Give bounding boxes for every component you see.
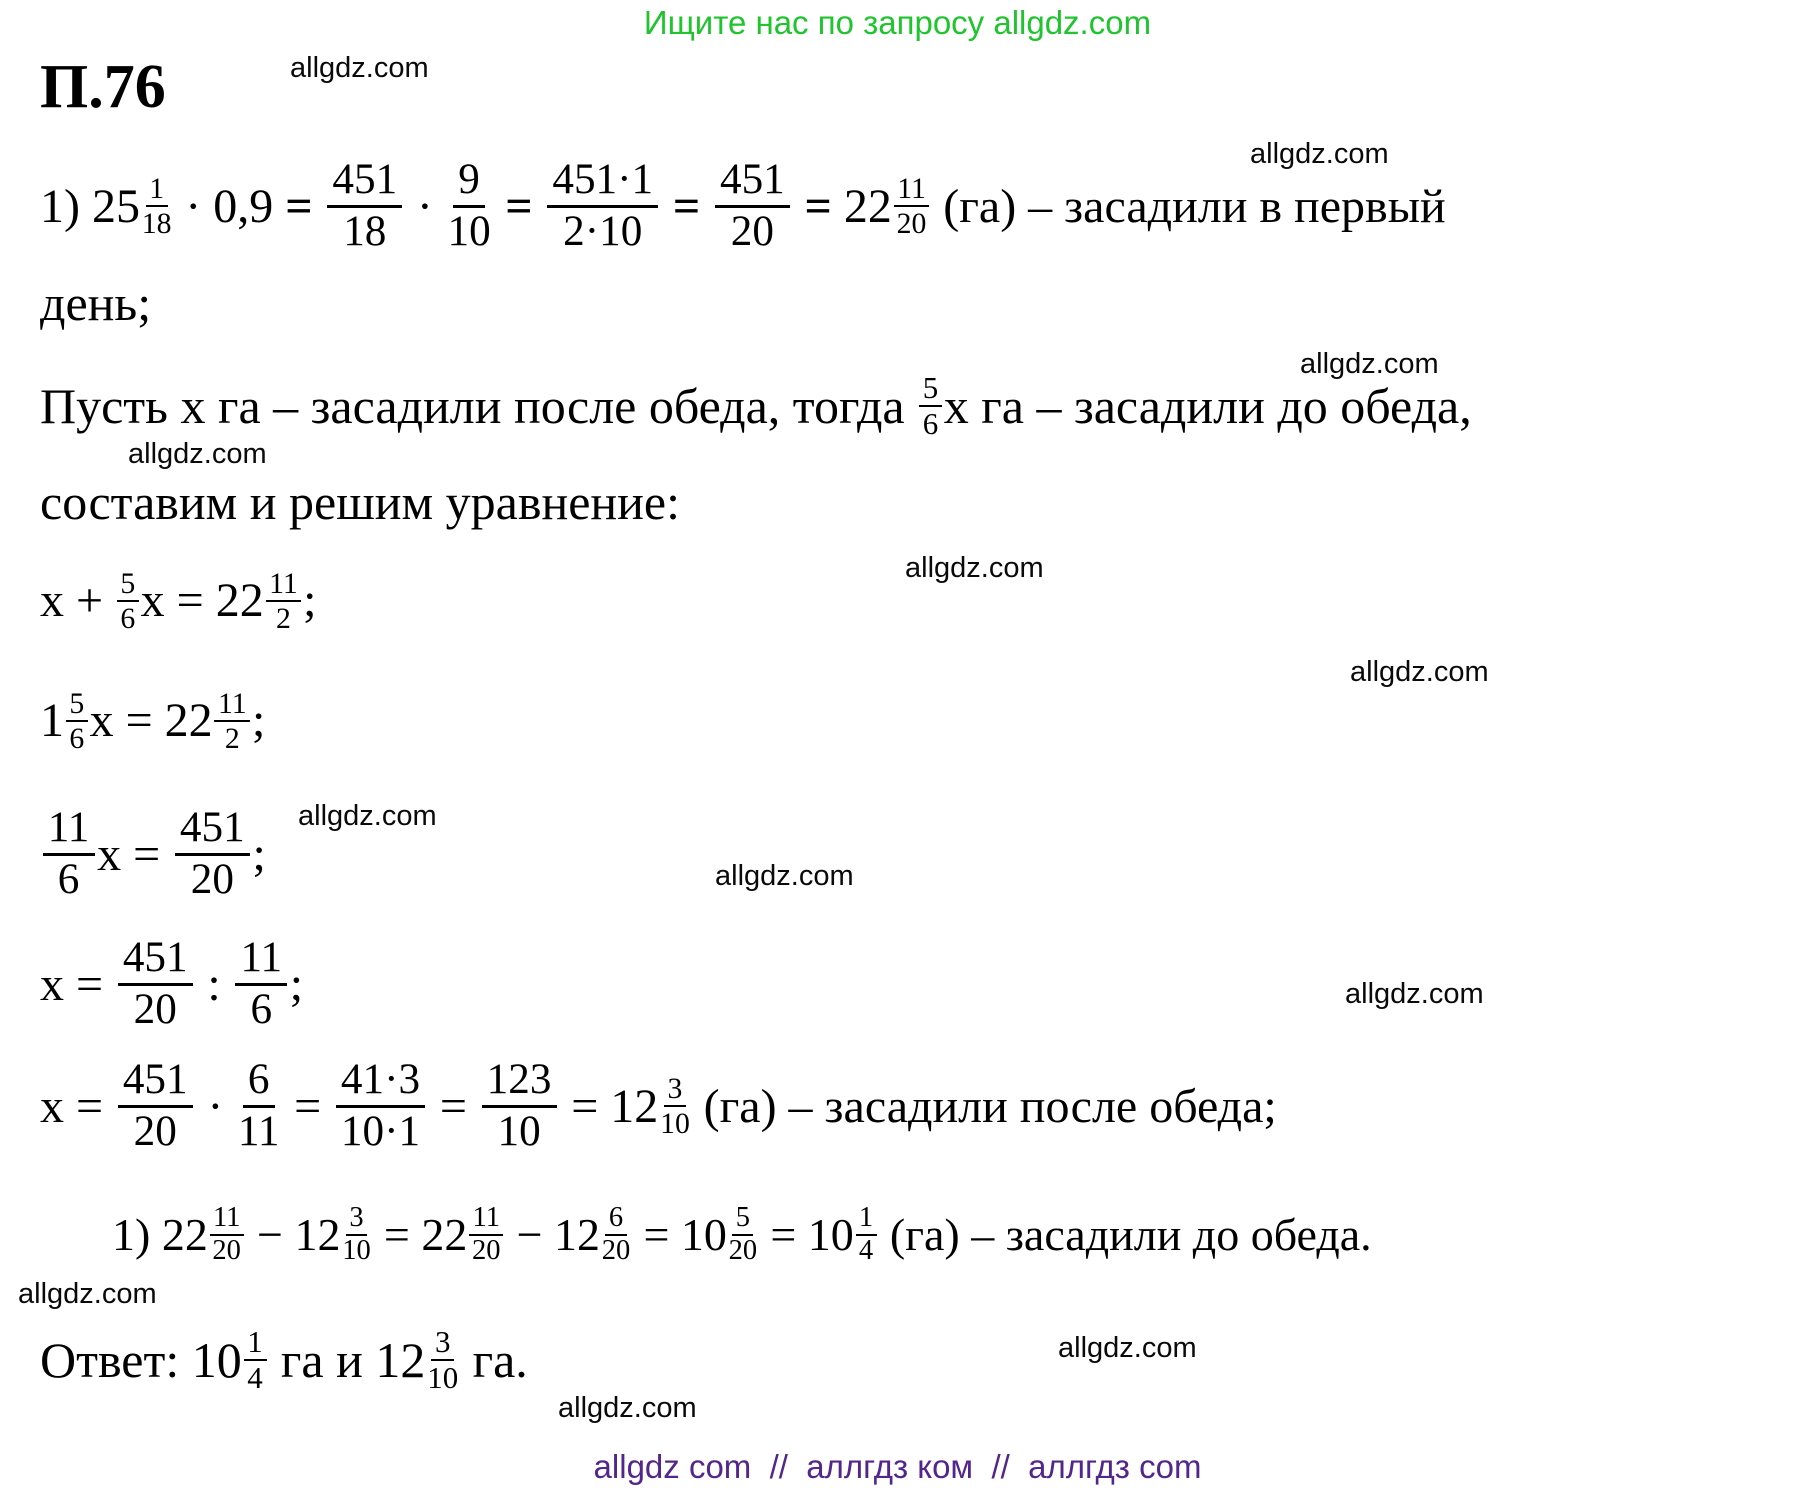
math-text: Пусть x га – засадили после обеда, тогда	[40, 378, 918, 435]
math-text: = 22	[372, 1209, 468, 1261]
denominator: 2·10	[563, 207, 643, 255]
math-text: x +	[40, 574, 116, 628]
watermark-allgdz: allgdz.com	[905, 552, 1044, 584]
fraction	[142, 173, 172, 239]
denominator: 2	[275, 601, 291, 635]
fraction	[117, 568, 139, 634]
numerator: 3	[431, 1326, 454, 1361]
fraction	[482, 1057, 557, 1155]
numerator: 11	[235, 935, 287, 986]
fraction	[547, 157, 658, 255]
watermark-allgdz: allgdz.com	[18, 1278, 157, 1310]
fraction	[602, 1203, 631, 1266]
math-text: (га) – засадили в первый	[931, 179, 1446, 233]
numerator: 11	[214, 688, 250, 722]
numerator: 11	[266, 568, 302, 602]
numerator: 11	[43, 805, 95, 856]
fraction	[729, 1203, 758, 1266]
numerator: 123	[482, 1057, 557, 1108]
math-text: − 12	[245, 1209, 341, 1261]
math-text: x = 22	[89, 694, 213, 748]
numerator: 5	[66, 688, 88, 722]
line-first-day-text	[40, 274, 151, 332]
denominator: 20	[730, 207, 774, 255]
numerator: 11	[210, 1203, 244, 1236]
fraction	[336, 1057, 426, 1155]
fraction	[214, 688, 250, 754]
math-text: га и 12	[268, 1332, 426, 1389]
math-text: составим и решим уравнение:	[40, 474, 680, 530]
math-text: =	[285, 179, 313, 233]
math-text: 1	[40, 694, 64, 748]
math-text: (га) – засадили до обеда.	[878, 1209, 1372, 1261]
math-text: день;	[40, 275, 152, 331]
watermark-allgdz: allgdz.com	[128, 438, 267, 470]
line-equation-mixed	[40, 688, 265, 754]
math-text: 1) 22	[112, 1209, 208, 1261]
fraction	[66, 688, 88, 754]
denominator: 6	[250, 985, 273, 1033]
fraction	[660, 1073, 690, 1139]
watermark-allgdz: allgdz.com	[1300, 348, 1439, 380]
numerator: 451	[175, 805, 250, 856]
fraction	[175, 805, 250, 903]
numerator: 3	[664, 1073, 686, 1107]
line-subtraction-equation	[112, 1203, 1372, 1266]
watermark-allgdz: allgdz.com	[715, 860, 854, 892]
denominator: 10	[447, 207, 491, 255]
site-promo-header: Ищите нас по запросу allgdz.com	[643, 4, 1152, 41]
denominator: 2	[224, 721, 240, 755]
numerator: 1	[244, 1326, 267, 1361]
fraction	[118, 935, 193, 1033]
numerator: 451	[327, 157, 402, 208]
fraction	[327, 157, 402, 255]
denominator: 20	[728, 1235, 758, 1267]
math-text: Ответ: 10	[40, 1332, 242, 1389]
denominator: 20	[896, 206, 927, 240]
denominator: 10	[497, 1107, 541, 1155]
denominator: 20	[212, 1235, 241, 1267]
line-let-x	[40, 372, 1472, 441]
math-text: x =	[40, 1079, 116, 1133]
fraction	[894, 173, 930, 239]
math-text	[313, 179, 325, 234]
denominator: 20	[190, 855, 234, 903]
fraction	[238, 1057, 280, 1155]
math-text: ;	[252, 827, 266, 881]
line-equation-division	[40, 935, 303, 1033]
denominator: 18	[141, 206, 172, 240]
denominator: 20	[471, 1235, 501, 1267]
denominator: 10·1	[340, 1107, 421, 1155]
numerator: 11	[894, 173, 930, 207]
denominator: 20	[601, 1235, 631, 1267]
watermark-allgdz: allgdz.com	[298, 800, 437, 832]
line-equation-eleven-sixths	[40, 805, 266, 903]
watermark-allgdz: allgdz.com	[1250, 138, 1389, 170]
fraction	[244, 1326, 267, 1395]
line-equation-result	[40, 1057, 1277, 1155]
math-text: 1) 25	[40, 179, 140, 233]
denominator: 4	[858, 1235, 874, 1267]
denominator: 20	[133, 985, 177, 1033]
numerator: 6	[243, 1057, 275, 1108]
line-answer	[40, 1326, 528, 1395]
math-text: =	[427, 1079, 479, 1133]
line-first-day-equation	[40, 157, 1446, 255]
denominator: 6	[57, 855, 80, 903]
line-equation-sum	[40, 568, 316, 634]
math-text: ;	[289, 957, 304, 1011]
math-text: 22	[831, 179, 892, 233]
line-compose-equation	[40, 473, 680, 531]
numerator: 11	[469, 1203, 503, 1236]
watermark-allgdz: allgdz.com	[558, 1392, 697, 1424]
denominator: 6	[69, 721, 85, 755]
math-text: (га) – засадили после обеда;	[691, 1079, 1277, 1133]
fraction	[43, 805, 95, 903]
math-text: = 12	[559, 1079, 659, 1133]
numerator: 3	[346, 1203, 367, 1236]
denominator: 10	[342, 1235, 371, 1267]
denominator: 4	[247, 1360, 263, 1396]
numerator: 1	[856, 1203, 877, 1236]
numerator: 1	[146, 173, 168, 207]
math-text: =	[672, 179, 701, 233]
numerator: 451	[118, 1057, 193, 1108]
math-text: ·	[404, 179, 445, 233]
denominator: 11	[237, 1107, 280, 1155]
numerator: 41·3	[336, 1057, 426, 1108]
fraction	[235, 935, 287, 1033]
numerator: 6	[605, 1203, 626, 1236]
fraction	[447, 157, 490, 255]
math-text: x = 22	[140, 574, 264, 628]
math-text: ·	[195, 1079, 236, 1133]
fraction	[856, 1203, 877, 1266]
denominator: 10	[660, 1106, 690, 1140]
watermark-allgdz: allgdz.com	[1058, 1332, 1197, 1364]
denominator: 18	[343, 207, 387, 255]
watermark-allgdz: allgdz.com	[1345, 978, 1484, 1010]
numerator: 451	[118, 935, 193, 986]
fraction	[715, 157, 790, 255]
math-text: :	[195, 957, 233, 1011]
fraction	[469, 1203, 503, 1266]
fraction	[427, 1326, 458, 1395]
math-text	[533, 179, 545, 234]
math-text: =	[282, 1079, 334, 1133]
math-text	[793, 179, 805, 234]
math-text	[493, 179, 505, 234]
math-text	[661, 179, 673, 234]
fraction	[210, 1203, 244, 1266]
numerator: 451	[715, 157, 790, 208]
math-text: = 10	[758, 1209, 854, 1261]
math-text	[700, 179, 712, 234]
denominator: 20	[133, 1107, 177, 1155]
math-text: га.	[460, 1332, 528, 1389]
numerator: 9	[453, 157, 485, 208]
fraction	[266, 568, 302, 634]
math-text: = 10	[631, 1209, 727, 1261]
math-text: ;	[251, 694, 266, 748]
fraction	[342, 1203, 371, 1266]
math-text: − 12	[505, 1209, 601, 1261]
math-text: · 0,9	[173, 179, 286, 233]
numerator: 5	[919, 372, 942, 407]
site-footer: allgdz com // аллгдз ком // аллгдз com	[593, 1448, 1202, 1485]
watermark-allgdz: allgdz.com	[1350, 656, 1489, 688]
numerator: 5	[117, 568, 139, 602]
numerator: 5	[732, 1203, 753, 1236]
denominator: 10	[427, 1360, 459, 1396]
math-text: x =	[40, 957, 116, 1011]
denominator: 6	[120, 601, 136, 635]
math-text: x =	[97, 827, 173, 881]
math-text: ;	[303, 574, 317, 628]
denominator: 6	[922, 406, 939, 442]
math-text: =	[505, 179, 533, 233]
math-text: =	[804, 179, 832, 233]
watermark-allgdz: allgdz.com	[290, 52, 429, 84]
fraction	[919, 372, 942, 441]
numerator: 451·1	[547, 157, 658, 208]
fraction	[118, 1057, 193, 1155]
math-text: x га – засадили до обеда,	[943, 378, 1472, 435]
problem-number: П.76	[40, 53, 166, 121]
